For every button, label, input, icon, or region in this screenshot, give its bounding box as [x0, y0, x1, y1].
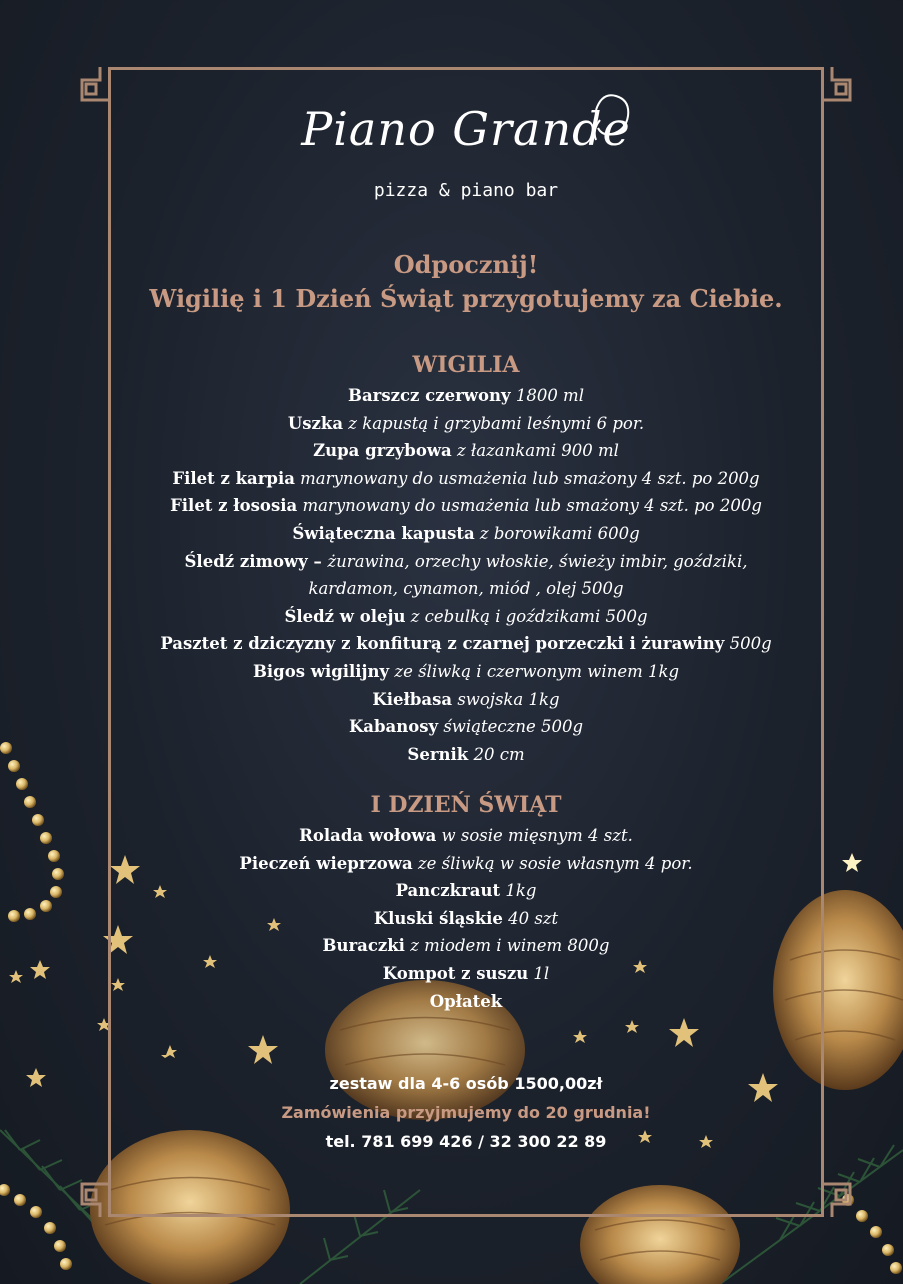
headline-line2: Wigilię i 1 Dzień Świąt przygotujemy za Ciebie.	[149, 284, 783, 313]
menu-item-description: z cebulką i goździkami 500g	[405, 606, 648, 626]
menu-content	[111, 70, 821, 1214]
menu-item-description: z borowikami 600g	[474, 523, 640, 543]
menu-item-name: Śledź zimowy –	[184, 551, 328, 571]
menu-item-description: 1l	[528, 963, 550, 983]
phone-number: tel. 781 699 426 / 32 300 22 89	[325, 1132, 607, 1151]
menu-item-description: z miodem i winem 800g	[404, 936, 610, 956]
swieta-title: I DZIEŃ ŚWIĄT	[370, 792, 562, 818]
menu-item-name: Buraczki	[322, 936, 405, 956]
menu-item	[111, 932, 821, 960]
menu-item-name: Świąteczna kapusta	[292, 523, 475, 543]
menu-item-name: Barszcz czerwony	[348, 386, 511, 405]
menu-item-name: Uszka	[287, 413, 344, 433]
menu-item-name: Panczkraut	[395, 881, 501, 901]
order-footer	[111, 1069, 821, 1156]
menu-item-name: Kabanosy	[348, 717, 439, 737]
menu-item-description: żurawina, orzechy włoskie, świeży imbir, goździki,	[327, 551, 748, 571]
menu-item-name: Kluski śląskie	[373, 908, 503, 928]
menu-item	[111, 713, 821, 741]
menu-item	[111, 492, 821, 520]
menu-item	[111, 960, 821, 988]
wigilia-list	[111, 382, 821, 768]
menu-item-description: z kapustą i grzybami leśnymi 6 por.	[343, 413, 645, 433]
brand-logo: Piano Grande	[301, 102, 631, 156]
menu-item-name: Bigos wigilijny	[252, 661, 390, 681]
menu-item-description: 20 cm	[468, 744, 525, 764]
menu-item-description: marynowany do usmażenia lub smażony 4 szt. po 200g	[294, 468, 760, 488]
menu-item	[111, 382, 821, 410]
menu-item	[111, 575, 821, 603]
menu-item-name: Kompot z suszu	[382, 963, 529, 983]
order-deadline: Zamówienia przyjmujemy do 20 grudnia!	[281, 1103, 651, 1122]
menu-item-name: Zupa grzybowa	[313, 441, 452, 461]
headline	[111, 248, 821, 316]
wigilia-title: WIGILIA	[412, 352, 520, 378]
set-price: zestaw dla 4-6 osób 1500,00zł	[329, 1074, 603, 1093]
menu-item	[111, 822, 821, 850]
menu-item	[111, 520, 821, 548]
menu-item-name: Filet z karpia	[172, 468, 295, 488]
menu-item	[111, 465, 821, 493]
menu-item-description: marynowany do usmażenia lub smażony 4 szt. po 200g	[297, 496, 762, 516]
menu-item	[111, 905, 821, 933]
menu-item-description: ze śliwką i czerwonym winem 1kg	[389, 661, 680, 681]
swieta-list	[111, 822, 821, 1015]
menu-item	[111, 988, 821, 1016]
menu-item	[111, 548, 821, 576]
menu-item-name: Kiełbasa	[372, 689, 453, 709]
menu-item-description: 500g	[724, 634, 772, 654]
menu-item-description: 1800 ml	[510, 386, 584, 405]
menu-item-description: z łazankami 900 ml	[451, 441, 619, 461]
menu-item	[111, 877, 821, 905]
menu-item	[111, 741, 821, 769]
headline-line1: Odpocznij!	[393, 250, 539, 279]
menu-item-name: Pieczeń wieprzowa	[239, 853, 413, 873]
menu-item-name: Rolada wołowa	[299, 826, 437, 845]
menu-item-name: Pasztet z dziczyzny z konfiturą z czarnej porzeczki i żurawiny	[160, 634, 725, 654]
menu-item-description: świąteczne 500g	[438, 717, 584, 737]
menu-item	[111, 850, 821, 878]
menu-item	[111, 686, 821, 714]
menu-item-description: kardamon, cynamon, miód , olej 500g	[308, 579, 624, 599]
menu-item-name: Śledź w oleju	[284, 606, 406, 626]
menu-item-name: Opłatek	[429, 991, 503, 1011]
menu-item-name: Filet z łososia	[170, 496, 298, 516]
menu-item	[111, 410, 821, 438]
menu-item	[111, 437, 821, 465]
menu-item	[111, 603, 821, 631]
menu-item-name: Sernik	[407, 744, 469, 764]
menu-item-description: 40 szt	[502, 908, 559, 928]
menu-item	[111, 630, 821, 658]
menu-item-description: w sosie mięsnym 4 szt.	[436, 826, 633, 845]
menu-item-description: 1kg	[500, 881, 537, 901]
menu-item-description: ze śliwką w sosie własnym 4 por.	[412, 853, 693, 873]
brand-tagline: pizza & piano bar	[373, 180, 559, 201]
menu-item-description: swojska 1kg	[452, 689, 560, 709]
menu-item	[111, 658, 821, 686]
